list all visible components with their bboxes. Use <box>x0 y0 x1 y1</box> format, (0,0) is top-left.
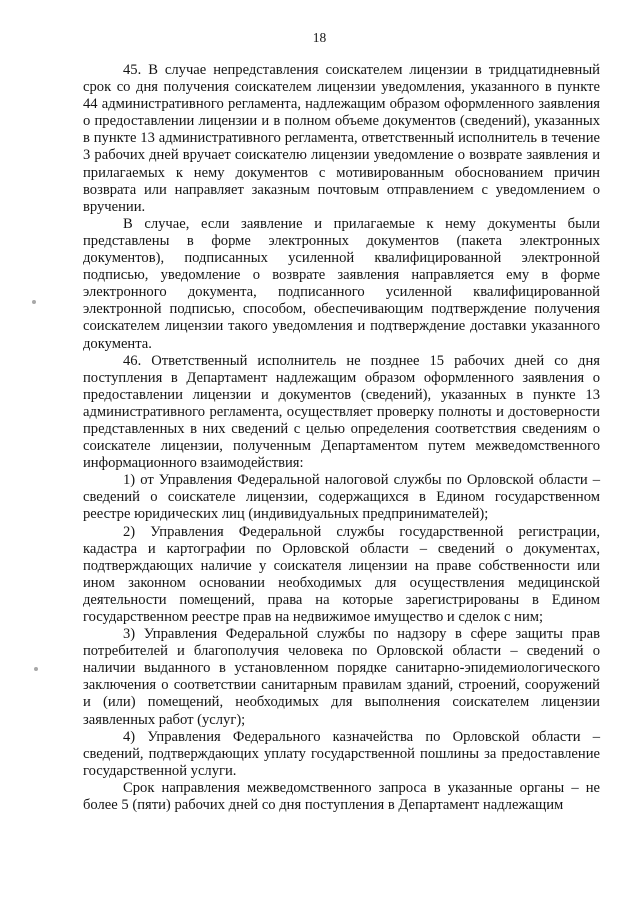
paragraph-45: 45. В случае непредставления соискателем лицензии в тридцатидневный срок со дня получения соискателем лицензии уведомления, указанного в пункте 44 административного регламента, надлежащим образом оформленного заявления о предоставлении лицензии и в полном объеме документов (сведений), указанных в пункте 13 административного регламента, ответственный исполнитель в течение 3 рабочих дней вручает соискателю лицензии уведомление о возврате заявления и прилагаемых к нему документов с мотивированным обоснованием причин возврата или направляет заказным почтовым отправлением с уведомлением о вручении. <box>83 62 600 215</box>
list-item-2: 2) Управления Федеральной службы государственной регистрации, кадастра и картографии по Орловской области – сведений о документах, подтверждающих наличие у соискателя лицензии на праве собственности или ином законном основании необходимых для осуществления медицинской деятельности помещений, права на которые зарегистрированы в Едином государственном реестре прав на недвижимое имущество и сделок с ним; <box>83 523 600 625</box>
paragraph-request-deadline: Срок направления межведомственного запроса в указанные органы – не более 5 (пяти) рабочих дней со дня поступления в Департамент надлежащим <box>83 779 600 814</box>
page-number: 18 <box>312 30 327 45</box>
paragraph-45-electronic: В случае, если заявление и прилагаемые к нему документы были представлены в форме электронных документов (пакета электронных документов), подписанных усиленной квалифицированной электронной подписью, уведомление о возврате заявления направляется ему в форме электронного документа, подписанного усиленной квалифицированной электронной подписью, способом, обеспечивающим подтверждение получения соискателем лицензии такого уведомления и подтверждение доставки указанного документа. <box>83 215 600 352</box>
list-item-4: 4) Управления Федерального казначейства по Орловской области – сведений, подтверждающих уплату государственной пошлины за предоставление государственной услуги. <box>83 728 600 779</box>
document-body <box>83 62 600 814</box>
scan-mark <box>34 667 38 671</box>
paragraph-46: 46. Ответственный исполнитель не позднее 15 рабочих дней со дня поступления в Департамент надлежащим образом оформленного заявления о предоставлении лицензии и документов (сведений), указанных в пункте 13 административного регламента, осуществляет проверку полноты и достоверности представленных в них сведений с целью определения соответствия сведениям о соискателе лицензии, полученным Департаментом путем межведомственного информационного взаимодействия: <box>83 352 600 472</box>
list-item-1: 1) от Управления Федеральной налоговой службы по Орловской области – сведений о соискателе лицензии, содержащихся в Едином государственном реестре юридических лиц (индивидуальных предпринимателей); <box>83 472 600 523</box>
scan-mark <box>32 300 36 304</box>
list-item-3: 3) Управления Федеральной службы по надзору в сфере защиты прав потребителей и благополучия человека по Орловской области – сведений о наличии выданного в установленном порядке санитарно-эпидемиологического заключения о соответствии санитарным правилам зданий, строений, сооружений и (или) помещений, необходимых для выполнения соискателем лицензии заявленных работ (услуг); <box>83 626 600 728</box>
